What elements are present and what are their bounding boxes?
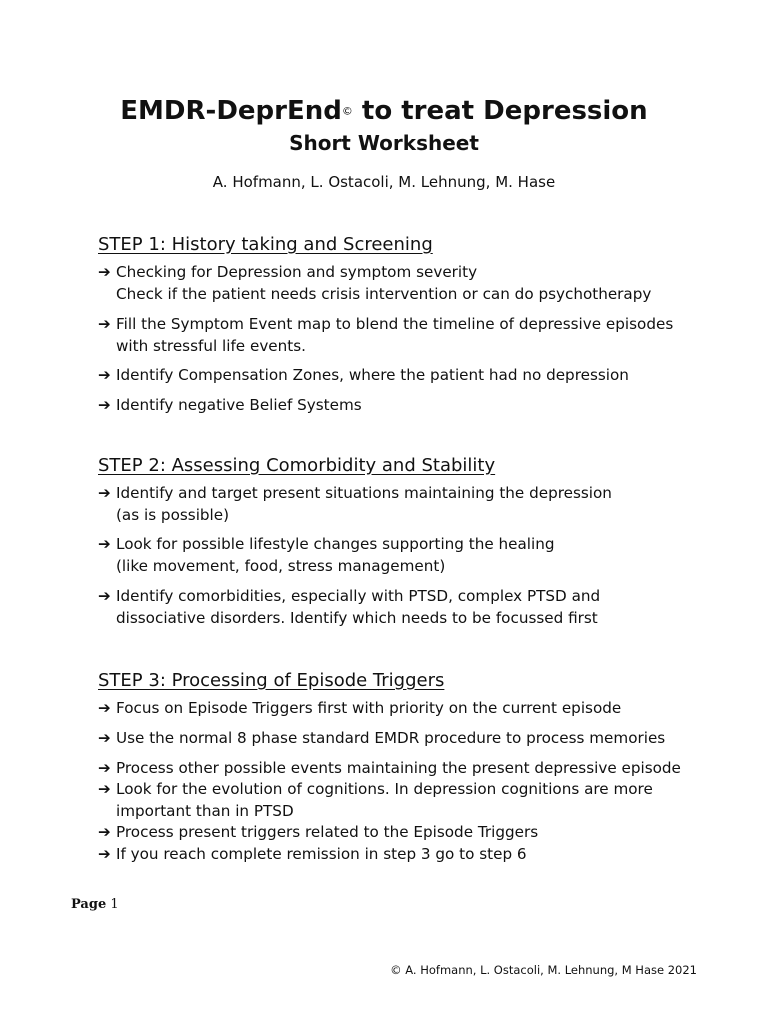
copyright-footer: © A. Hofmann, L. Ostacoli, M. Lehnung, M Hase 2021	[390, 963, 697, 977]
item-text: If you reach complete remission in step 3 go to step 6	[116, 845, 527, 863]
step3-item	[98, 727, 728, 749]
arrow-right-icon: ➔	[98, 780, 111, 798]
arrow-right-icon: ➔	[98, 366, 111, 384]
item-text: Identify negative Belief Systems	[116, 396, 362, 414]
document-title	[0, 94, 768, 129]
arrow-right-icon: ➔	[98, 823, 111, 841]
item-text: Fill the Symptom Event map to blend the timeline of depressive episodes	[116, 315, 674, 333]
arrow-right-icon: ➔	[98, 587, 111, 605]
arrow-right-icon: ➔	[98, 759, 111, 777]
item-text-continued: (like movement, food, stress management)	[116, 557, 446, 575]
page-label: Page	[71, 897, 107, 912]
step1-item	[98, 261, 728, 305]
arrow-right-icon: ➔	[98, 263, 111, 281]
page-number	[71, 896, 119, 914]
step2-item	[98, 482, 728, 526]
arrow-right-icon: ➔	[98, 729, 111, 747]
step1-item	[98, 364, 728, 386]
step3-item	[98, 697, 728, 719]
item-text: Focus on Episode Triggers first with priority on the current episode	[116, 699, 622, 717]
item-text: Checking for Depression and symptom severity	[116, 263, 478, 281]
copyright-symbol: ©	[341, 104, 353, 118]
step3-item	[98, 821, 728, 843]
page-number-value: 1	[110, 897, 119, 912]
step2-heading: STEP 2: Assessing Comorbidity and Stability	[98, 455, 496, 476]
item-text: Identify and target present situations maintaining the depression	[116, 484, 612, 502]
title-suffix: to treat Depression	[352, 96, 648, 126]
step3-heading: STEP 3: Processing of Episode Triggers	[98, 670, 445, 691]
step1-item	[98, 313, 728, 357]
item-text: Use the normal 8 phase standard EMDR procedure to process memories	[116, 729, 666, 747]
step1-item	[98, 394, 728, 416]
arrow-right-icon: ➔	[98, 535, 111, 553]
item-text: Look for possible lifestyle changes supporting the healing	[116, 535, 555, 553]
arrow-right-icon: ➔	[98, 484, 111, 502]
item-text: Process other possible events maintaining the present depressive episode	[116, 759, 681, 777]
item-text-continued: dissociative disorders. Identify which needs to be focussed first	[116, 609, 598, 627]
step1-heading: STEP 1: History taking and Screening	[98, 234, 433, 255]
step2-item	[98, 585, 728, 629]
item-text-continued: Check if the patient needs crisis intervention or can do psychotherapy	[116, 285, 652, 303]
authors-line: A. Hofmann, L. Ostacoli, M. Lehnung, M. Hase	[212, 173, 556, 191]
step3-item	[98, 778, 728, 822]
item-text: Process present triggers related to the Episode Triggers	[116, 823, 539, 841]
item-text-continued: important than in PTSD	[116, 802, 294, 820]
step3-item	[98, 757, 728, 779]
item-text-continued: with stressful life events.	[116, 337, 306, 355]
arrow-right-icon: ➔	[98, 845, 111, 863]
arrow-right-icon: ➔	[98, 699, 111, 717]
title-main: EMDR-DeprEnd	[120, 96, 342, 126]
arrow-right-icon: ➔	[98, 396, 111, 414]
item-text: Identify comorbidities, especially with PTSD, complex PTSD and	[116, 587, 601, 605]
step3-item	[98, 843, 728, 865]
arrow-right-icon: ➔	[98, 315, 111, 333]
item-text: Look for the evolution of cognitions. In depression cognitions are more	[116, 780, 653, 798]
item-text: Identify Compensation Zones, where the patient had no depression	[116, 366, 629, 384]
document-subtitle: Short Worksheet	[289, 131, 479, 155]
step2-item	[98, 533, 728, 577]
item-text-continued: (as is possible)	[116, 506, 230, 524]
